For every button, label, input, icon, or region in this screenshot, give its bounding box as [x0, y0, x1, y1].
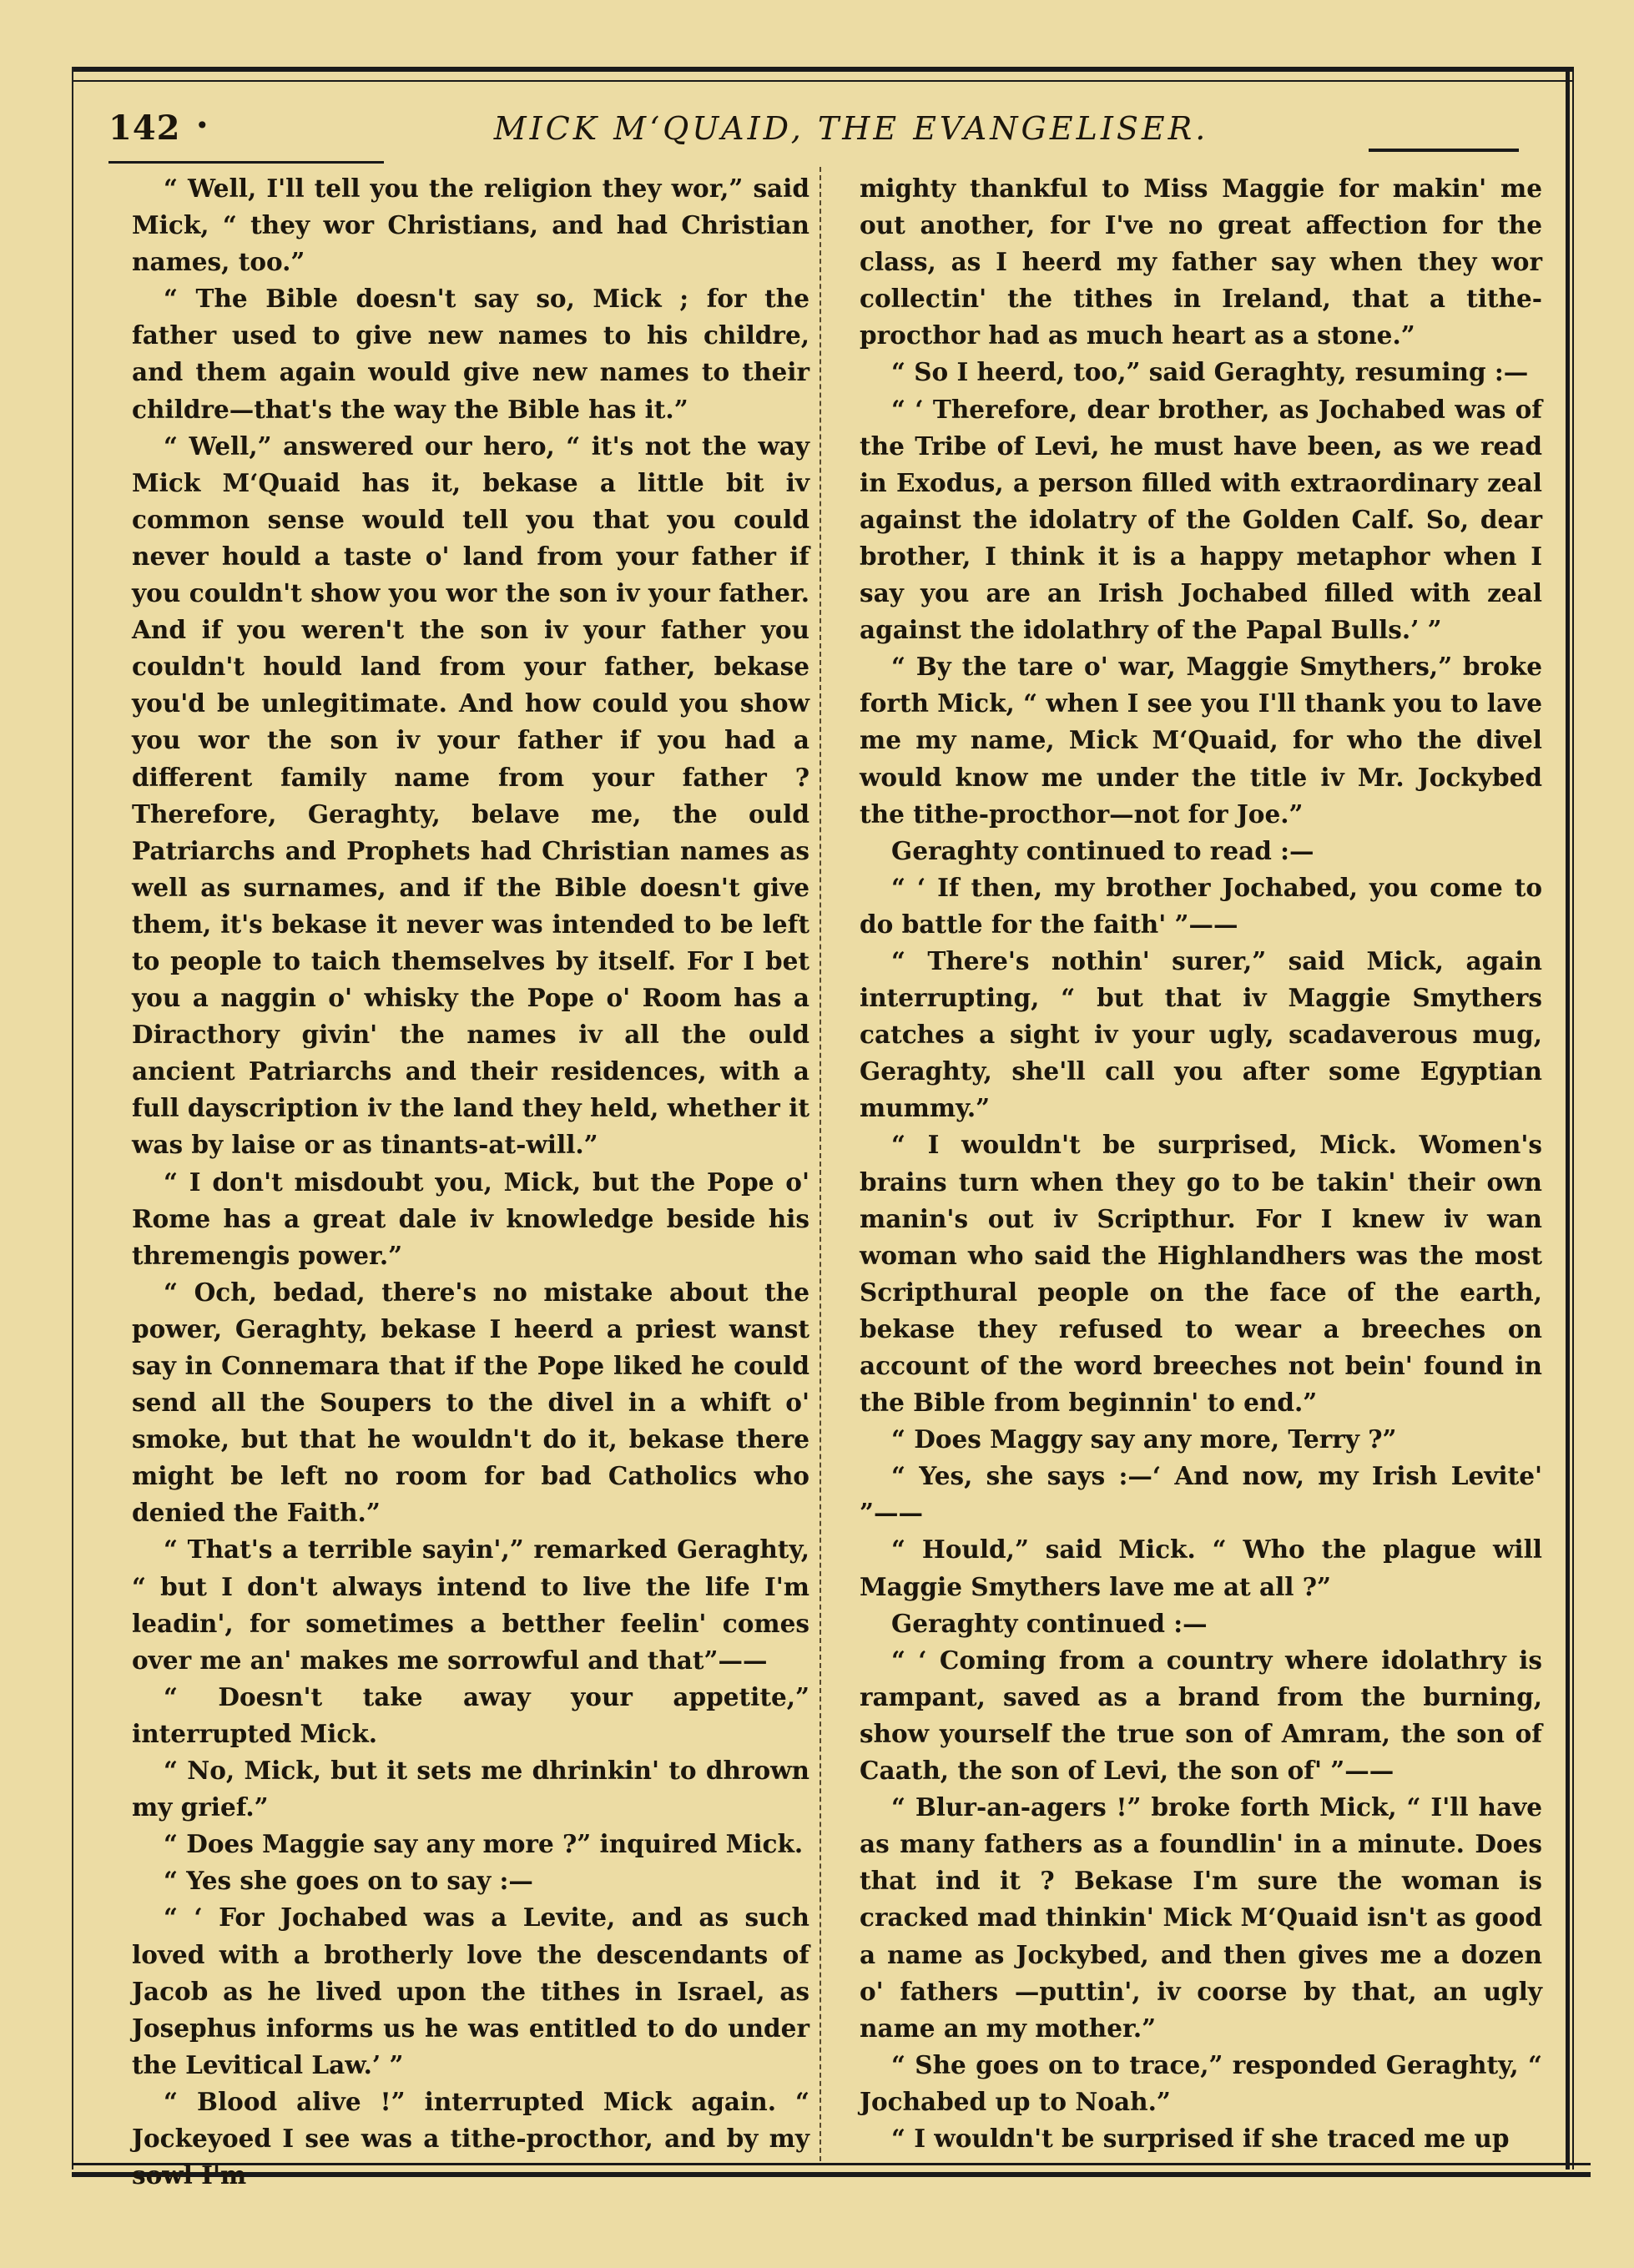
paragraph: “ I wouldn't be surprised, Mick. Women's brains turn when they go to be takin' their own manin's out iv Scripthur. For I knew iv wan woman who said the Highlandhers was the most Scripthural people on the face of the earth, bekase they refused to wear a breeches on account of the word breeches not bein' found in the Bible from beginnin' to end.” [860, 1130, 1542, 1418]
paragraph: “ ‘ If then, my brother Jochabed, you come to do battle for the faith' ”—— [860, 872, 1542, 939]
paragraph: “ That's a terrible sayin',” remarked Geraghty, “ but I don't always intend to live the life I'm leadin', for sometimes a betther feelin' comes over me an' makes me sorrowful and that”—— [132, 1535, 809, 1675]
paragraph: “ I don't misdoubt you, Mick, but the Pope o' Rome has a great dale iv knowledge beside his thremengis power.” [132, 1167, 809, 1270]
header-rule-left [108, 161, 384, 164]
page-number: 142 [108, 108, 181, 148]
bullet-ornament-icon: • [195, 112, 209, 139]
paragraph: “ The Bible doesn't say so, Mick ; for the father used to give new names to his childre, and them again would give new names to their childre—that's the way the Bible has it.” [132, 284, 809, 424]
right-border-rule [1566, 67, 1570, 2170]
column-divider [820, 167, 821, 2161]
paragraph: “ By the tare o' war, Maggie Smythers,” broke forth Mick, “ when I see you I'll thank you to lave me my name, Mick M‘Quaid, for who the divel would know me under the title iv Mr. Jockybed the tithe-procthor—not for Joe.” [860, 652, 1542, 829]
paragraph: “ Well, I'll tell you the religion they wor,” said Mick, “ they wor Christians, and had Christian names, too.” [132, 174, 809, 277]
paragraph: “ Yes she goes on to say :— [164, 1866, 533, 1896]
paragraph: “ ‘ Coming from a country where idolathry is rampant, saved as a brand from the burning, show yourself the true son of Amram, the son of Caath, the son of Levi, the son of' ”—— [860, 1645, 1542, 1786]
right-column [860, 170, 1542, 2156]
left-border-rule [72, 67, 73, 2170]
paragraph: “ Yes, she says :—‘ And now, my Irish Levite' ”—— [860, 1461, 1542, 1528]
paragraph: “ Hould,” said Mick. “ Who the plague will Maggie Smythers lave me at all ?” [860, 1535, 1542, 1601]
paragraph: “ Doesn't take away your appetite,” interrupted Mick. [132, 1681, 809, 1748]
left-column [132, 170, 809, 2190]
paragraph: Geraghty continued :— [891, 1608, 1208, 1638]
paragraph: “ Blur-an-agers !” broke forth Mick, “ I'll have as many fathers as a foundlin' in a minute. Does that ind it ? Bekase I'm sure the woman is cracked mad thinkin' Mick M‘Quaid isn't as good a name as Jockybed, and then gives me a dozen o' fathers —puttin', iv coorse by that, an ugly name an my mother.” [860, 1792, 1542, 2043]
paragraph: “ There's nothin' surer,” said Mick, again interrupting, “ but that iv Maggie Smythers catches a sight iv your ugly, scadaverous mug, Geraghty, she'll call you after some Egyptian mummy.” [860, 945, 1542, 1123]
paragraph: “ I wouldn't be surprised if she traced me up [891, 2123, 1510, 2153]
paragraph: “ ‘ Therefore, dear brother, as Jochabed was of the Tribe of Levi, he must have been, as we read in Exodus, a person filled with extraordinary zeal against the idolatry of the Golden Calf. So, dear brother, I think it is a happy metaphor when I say you are an Irish Jochabed filled with zeal against the idolathry of the Papal Bulls.’ ” [860, 394, 1542, 645]
page-header [108, 103, 1527, 154]
right-outer-border-rule [1572, 67, 1574, 2170]
paragraph: Geraghty continued to read :— [891, 835, 1314, 865]
header-rule-right [1369, 149, 1519, 152]
paragraph-continued: mighty thankful to Miss Maggie for makin' me out another, for I've no great affection for the class, as I heerd my father say when they wor collectin' the tithes in Ireland, that a tithe-procthor had as much heart as a stone.” [860, 174, 1542, 350]
paragraph: “ Does Maggie say any more ?” inquired Mick. [164, 1829, 804, 1859]
paragraph: “ No, Mick, but it sets me dhrinkin' to dhrown my grief.” [132, 1756, 809, 1822]
paragraph: “ ‘ For Jochabed was a Levite, and as such loved with a brotherly love the descendants of Jacob as he lived upon the tithes in Israel, as Josephus informs us he was entitled to do under the Levitical Law.’ ” [132, 1903, 809, 2079]
paragraph: “ Och, bedad, there's no mistake about the power, Geraghty, bekase I heerd a priest wanst say in Connemara that if the Pope liked he could send all the Soupers to the divel in a whift o' smoke, but that he wouldn't do it, bekase there might be left no room for bad Catholics who denied the Faith.” [132, 1277, 809, 1528]
paragraph: “ Well,” answered our hero, “ it's not the way Mick M‘Quaid has it, bekase a little bit iv common sense would tell you that you could never hould a taste o' land from your father if you couldn't show you wor the son iv your father. And if you weren't the son iv your father you couldn't hould land from your father, bekase you'd be unlegitimate. And how could you show you wor the son iv your father if you had a different family name from your father ? Therefore, Geraghty, belave me, the ould Patriarchs and Prophets had Christian names as well as surnames, and if the Bible doesn't give them, it's bekase it never was intended to be left to people to taich themselves by itself. For I bet you a naggin o' whisky the Pope o' Room has a Diracthory givin' the names iv all the ould ancient Patriarchs and their residences, with a full dayscription iv the land they held, whether it was by laise or as tinants-at-will.” [132, 431, 809, 1160]
paragraph: “ She goes on to trace,” responded Geraghty, “ Jochabed up to Noah.” [860, 2049, 1542, 2116]
top-border-rule [72, 67, 1574, 82]
paragraph: “ Does Maggy say any more, Terry ?” [891, 1424, 1397, 1454]
page-title: MICK M‘QUAID, THE EVANGELISER. [493, 110, 1209, 147]
paragraph: “ Blood alive !” interrupted Mick again. “ Jockeyoed I see was a tithe-procthor, and by my sowl I'm [132, 2086, 809, 2190]
paragraph: “ So I heerd, too,” said Geraghty, resuming :— [891, 357, 1529, 387]
